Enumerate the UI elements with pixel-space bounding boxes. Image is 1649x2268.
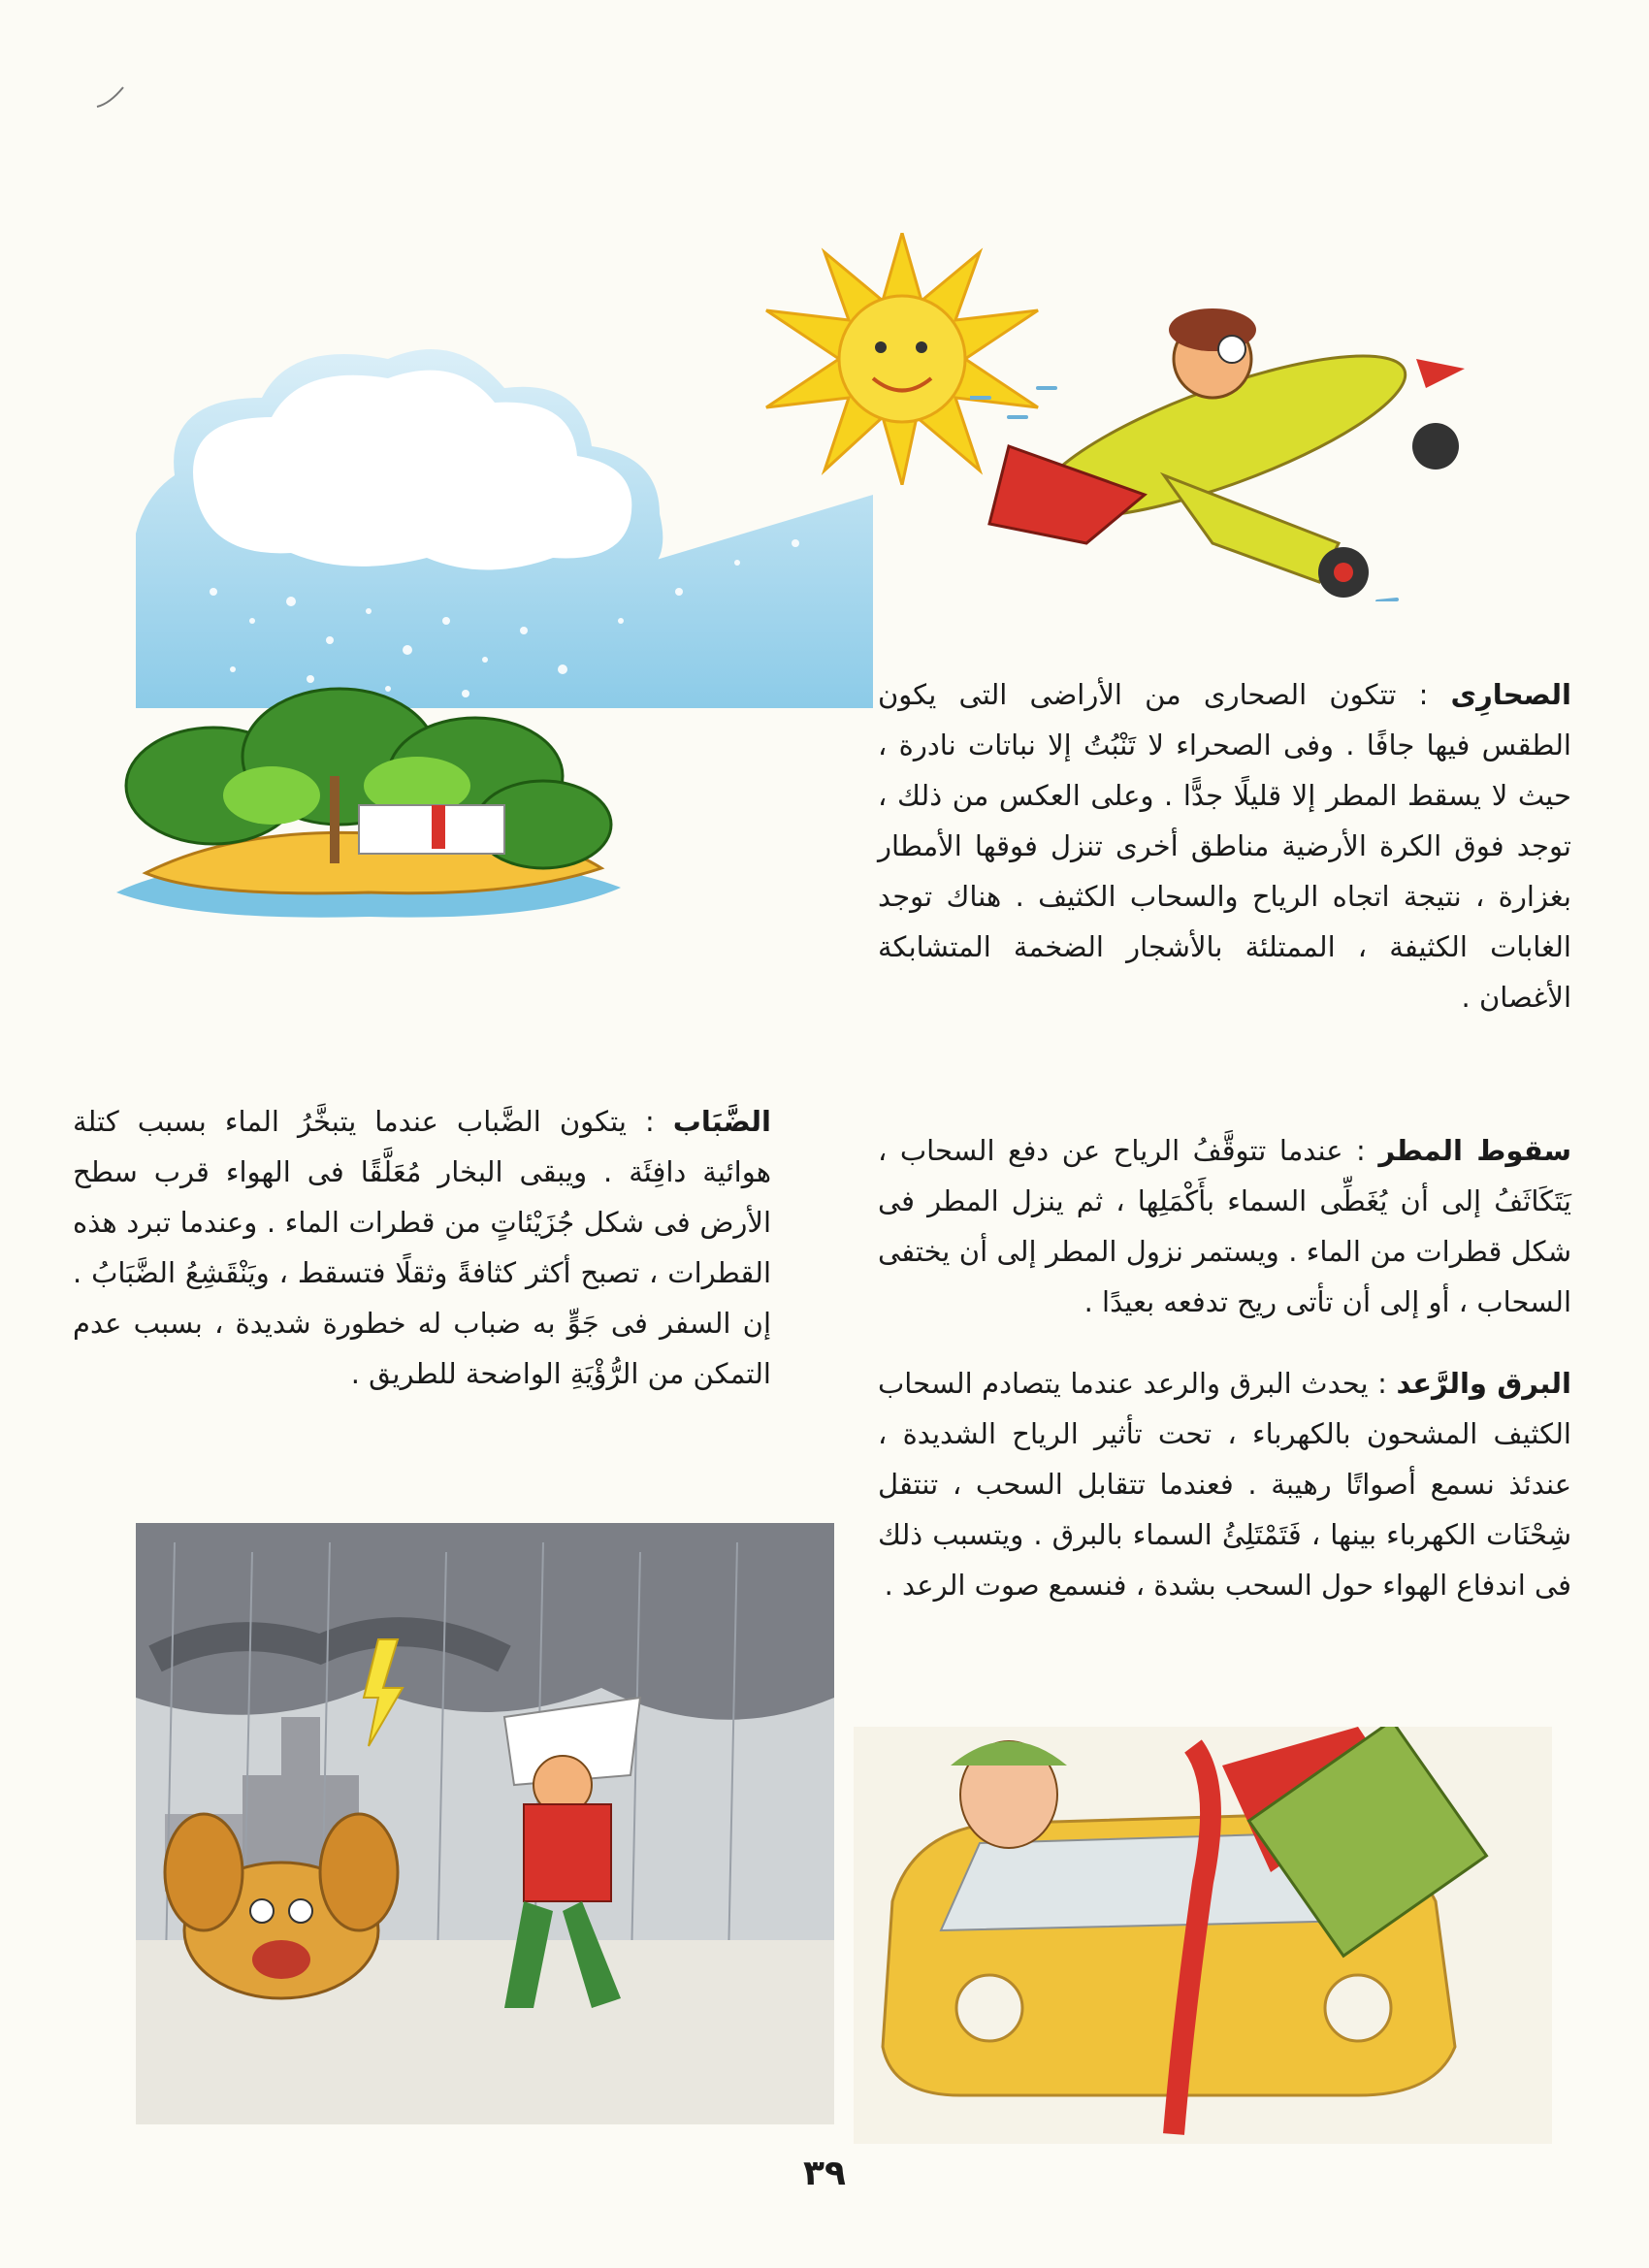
term-rainfall: سقوط المطر	[1378, 1134, 1571, 1167]
storm-dog-boy-illustration	[136, 1523, 834, 2124]
section-rainfall	[878, 1125, 1571, 1327]
car-wind-illustration	[854, 1727, 1552, 2144]
jungle-island-illustration	[97, 679, 640, 931]
term-thunder-lightning: البرق والرَّعد	[1396, 1367, 1571, 1400]
section-fog	[73, 1096, 771, 1399]
page-number: ٣٩	[803, 2154, 846, 2193]
term-fog: الضَّبَاب	[672, 1105, 771, 1138]
text-fog: : يتكون الضَّباب عندما يتبخَّرُ الماء بسبب كتلة هوائية دافِئَة . ويبقى البخار مُعَلَّقًا فى الهواء قرب سطح الأرض فى شكل جُزَيْئاتٍ من قطرات الماء . وعندما تبرد هذه القطرات ، تصبح أكثر كثافةً وثقلًا فتسقط ، ويَنْقَشِعُ الضَّبَابُ . إن السفر فى جَوٍّ به ضباب له خطورة شديدة ، بسبب عدم التمكن من الرُّؤْيَةِ الواضحة للطريق .	[73, 1105, 771, 1390]
airplane-pilot-illustration	[970, 252, 1494, 601]
section-thunder-lightning	[878, 1358, 1571, 1610]
text-thunder-lightning: : يحدث البرق والرعد عندما يتصادم السحاب الكثيف المشحون بالكهرباء ، تحت تأثير الرياح الشديدة ، عندئذ نسمع أصواتًا رهيبة . فعندما تتقابل السحب ، تنتقل شِحْنَات الكهرباء بينها ، فَتَمْتَلِئُ السماء بالبرق . ويتسبب ذلك فى اندفاع الهواء حول السحب بشدة ، فنسمع صوت الرعد .	[878, 1367, 1571, 1602]
pencil-mark	[92, 82, 131, 112]
term-deserts: الصحارِى	[1450, 678, 1571, 711]
text-deserts: : تتكون الصحارى من الأراضى التى يكون الطقس فيها جافًا . وفى الصحراء لا تَنْبُتُ إلا نباتات نادرة ، حيث لا يسقط المطر إلا قليلًا جدًّا . وعلى العكس من ذلك ، توجد فوق الكرة الأرضية مناطق أخرى تنزل فوقها الأمطار بغزارة ، نتيجة اتجاه الرياح والسحاب الكثيف . هناك توجد الغابات الكثيفة ، الممتلئة بالأشجار الضخمة المتشابكة الأغصان .	[878, 678, 1571, 1014]
section-deserts	[878, 669, 1571, 1022]
text-rainfall: : عندما تتوقَّفُ الرياح عن دفع السحاب ، يَتَكَاثَفُ إلى أن يُغَطِّى السماء بأَكْمَلِها ، ثم ينزل المطر فى شكل قطرات من الماء . ويستمر نزول المطر إلى أن يختفى السحاب ، أو إلى أن تأتى ريح تدفعه بعيدًا .	[878, 1134, 1571, 1318]
